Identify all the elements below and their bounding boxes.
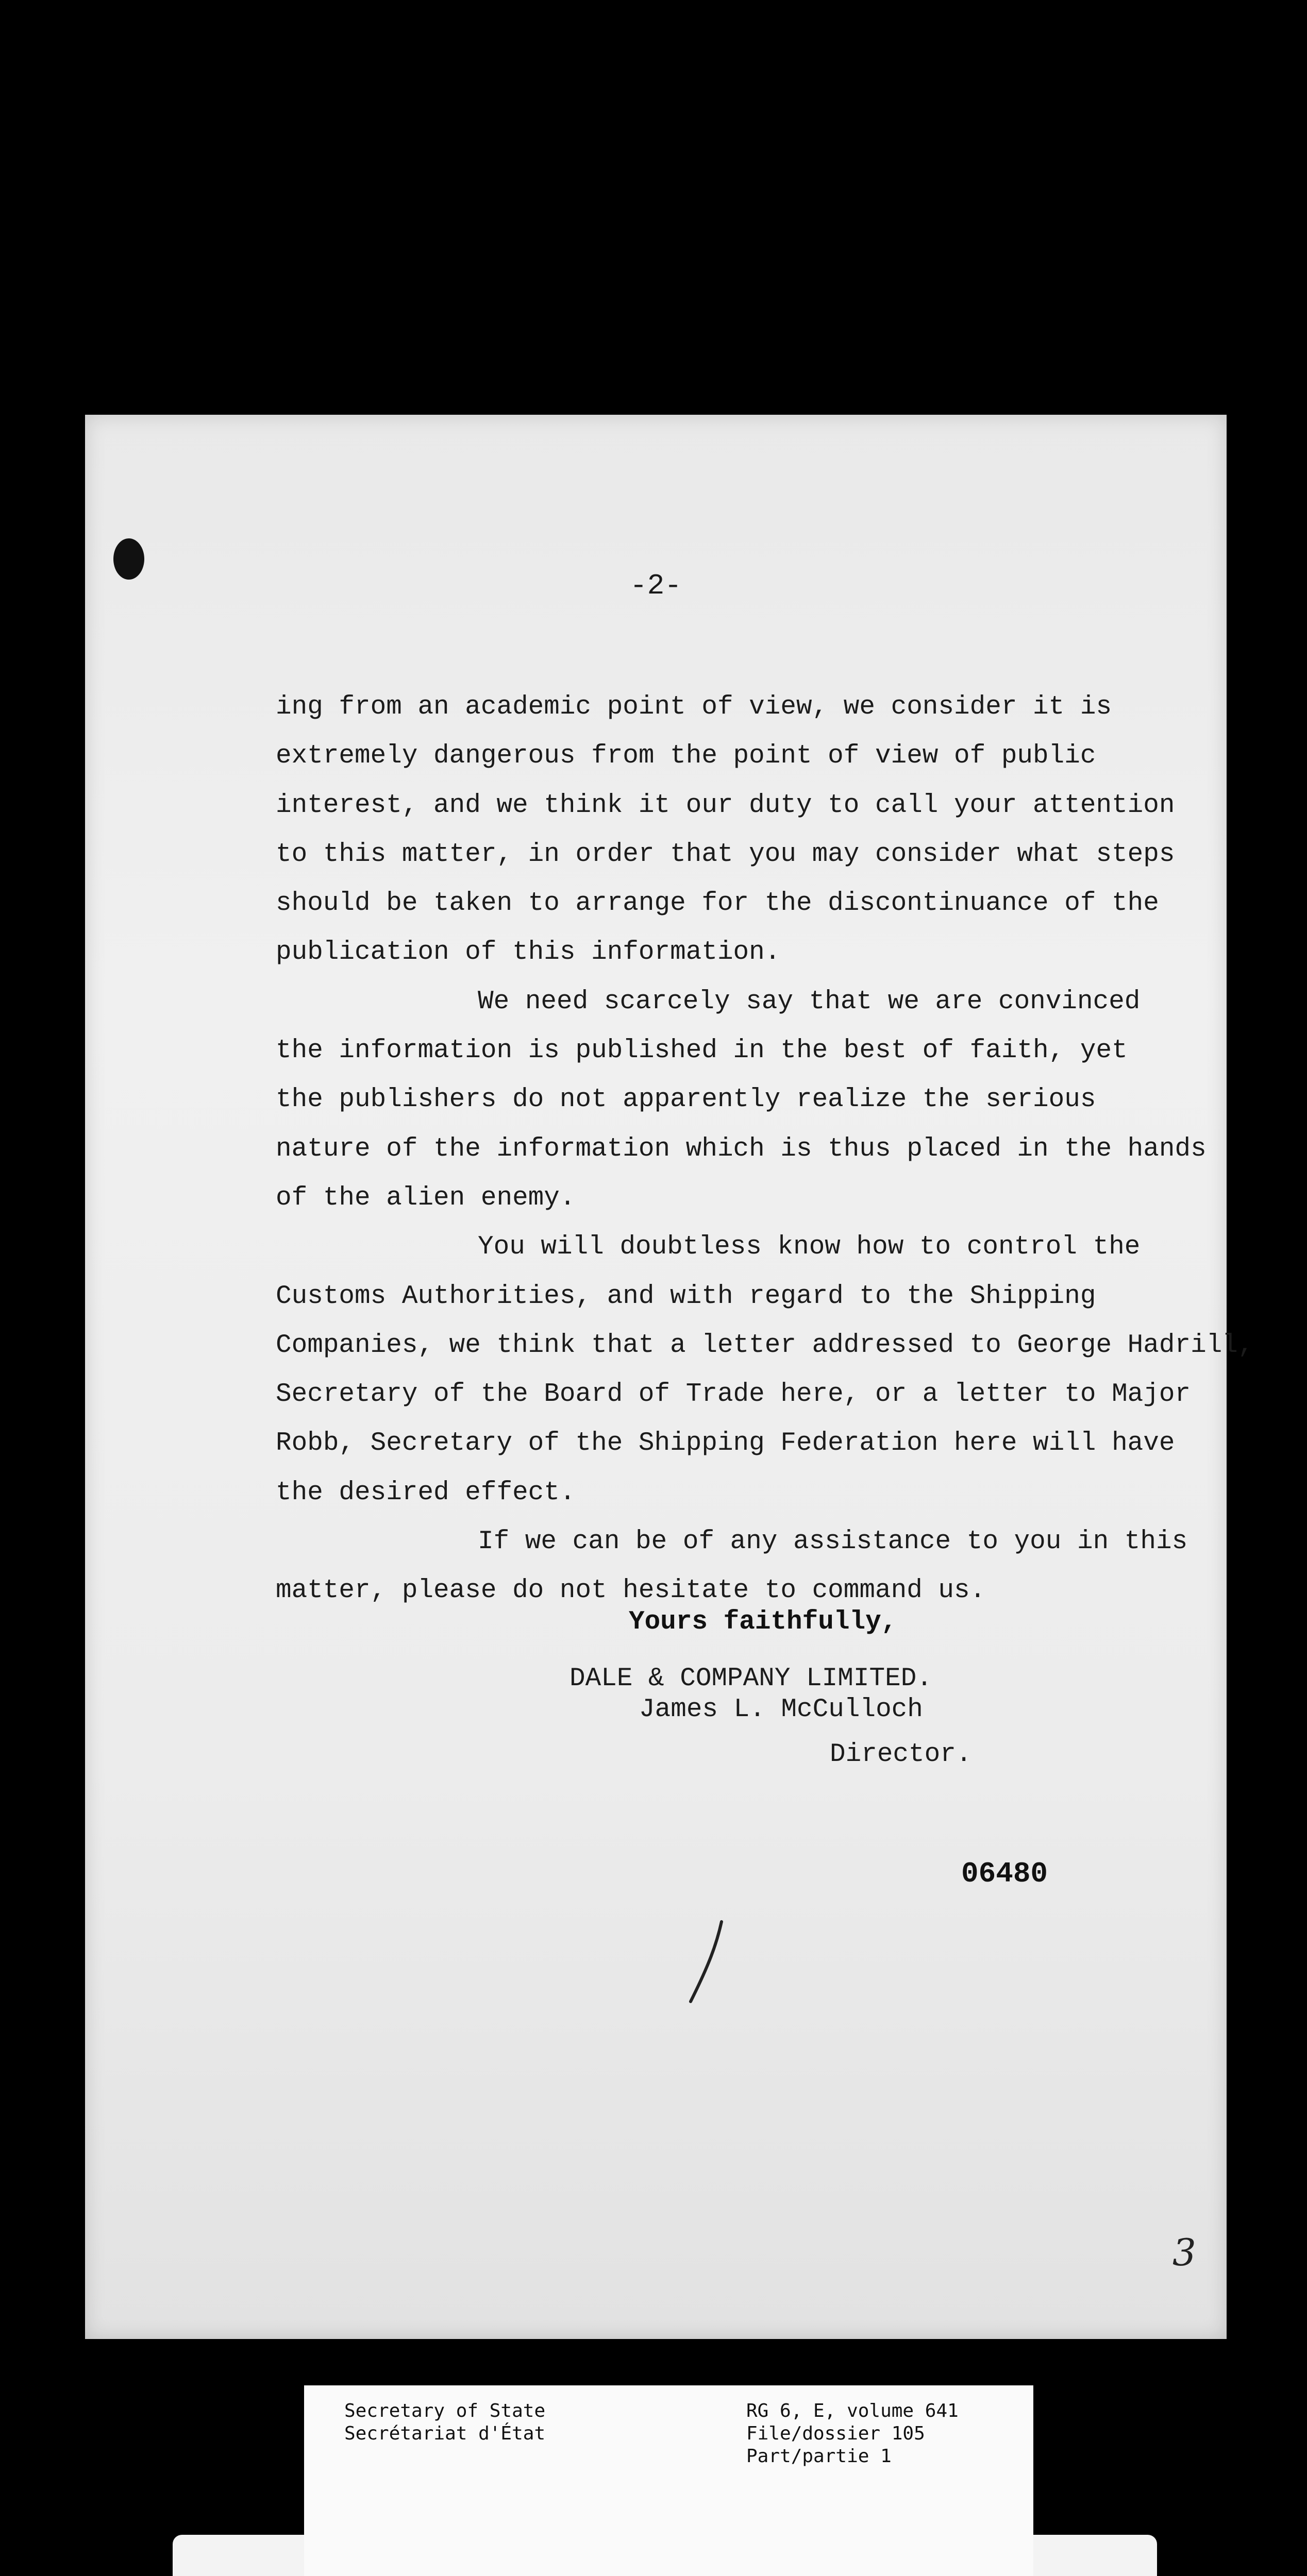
letter-line: We need scarcely say that we are convinced (478, 987, 1141, 1016)
page-number: -2- (630, 569, 682, 602)
label-right-line: Part/partie 1 (746, 2446, 892, 2467)
label-left-column (344, 2400, 545, 2445)
page-count-mark: 3 (1172, 2231, 1196, 2274)
letter-line: Companies, we think that a letter addressed to George Hadrill, (276, 1330, 1254, 1360)
closing: Yours faithfully, (629, 1607, 897, 1637)
letter-line: the publishers do not apparently realize the serious (276, 1085, 1096, 1115)
archive-reference-label (304, 2385, 1033, 2576)
label-right-line: RG 6, E, volume 641 (746, 2400, 959, 2421)
letter-line: the information is published in the best of faith, yet (276, 1036, 1128, 1066)
label-left-line: Secrétariat d'État (344, 2423, 546, 2444)
letter-line: of the alien enemy. (276, 1183, 576, 1213)
signer-title: Director. (830, 1740, 972, 1769)
letter-line: nature of the information which is thus placed in the hands (276, 1134, 1207, 1164)
label-right-column (746, 2400, 959, 2468)
label-left-line: Secretary of State (344, 2400, 546, 2421)
letter-line: to this matter, in order that you may consider what steps (276, 839, 1175, 869)
letter-line: matter, please do not hesitate to command us. (276, 1576, 986, 1606)
signer-name: James L. McCulloch (639, 1695, 923, 1724)
letter-line: If we can be of any assistance to you in this (478, 1527, 1188, 1557)
letter-page (85, 415, 1254, 2339)
handwritten-stroke (680, 1919, 727, 2007)
letter-line: Secretary of the Board of Trade here, or a letter to Major (276, 1380, 1191, 1410)
letter-line: Robb, Secretary of the Shipping Federation here will have (276, 1429, 1175, 1459)
letter-line: the desired effect. (276, 1478, 576, 1507)
letter-line: should be taken to arrange for the discontinuance of the (276, 889, 1159, 919)
document-number: 06480 (961, 1857, 1048, 1890)
letter-line: You will doubtless know how to control the (478, 1232, 1141, 1262)
letter-body (276, 683, 1254, 1616)
label-right-line: File/dossier 105 (746, 2423, 925, 2444)
company-name: DALE & COMPANY LIMITED. (569, 1664, 932, 1693)
letter-line: extremely dangerous from the point of view of public (276, 741, 1096, 771)
letter-line: publication of this information. (276, 938, 781, 968)
letter-line: ing from an academic point of view, we consider it is (276, 692, 1112, 722)
letter-line: Customs Authorities, and with regard to the Shipping (276, 1281, 1096, 1311)
letter-line: interest, and we think it our duty to call your attention (276, 790, 1175, 820)
